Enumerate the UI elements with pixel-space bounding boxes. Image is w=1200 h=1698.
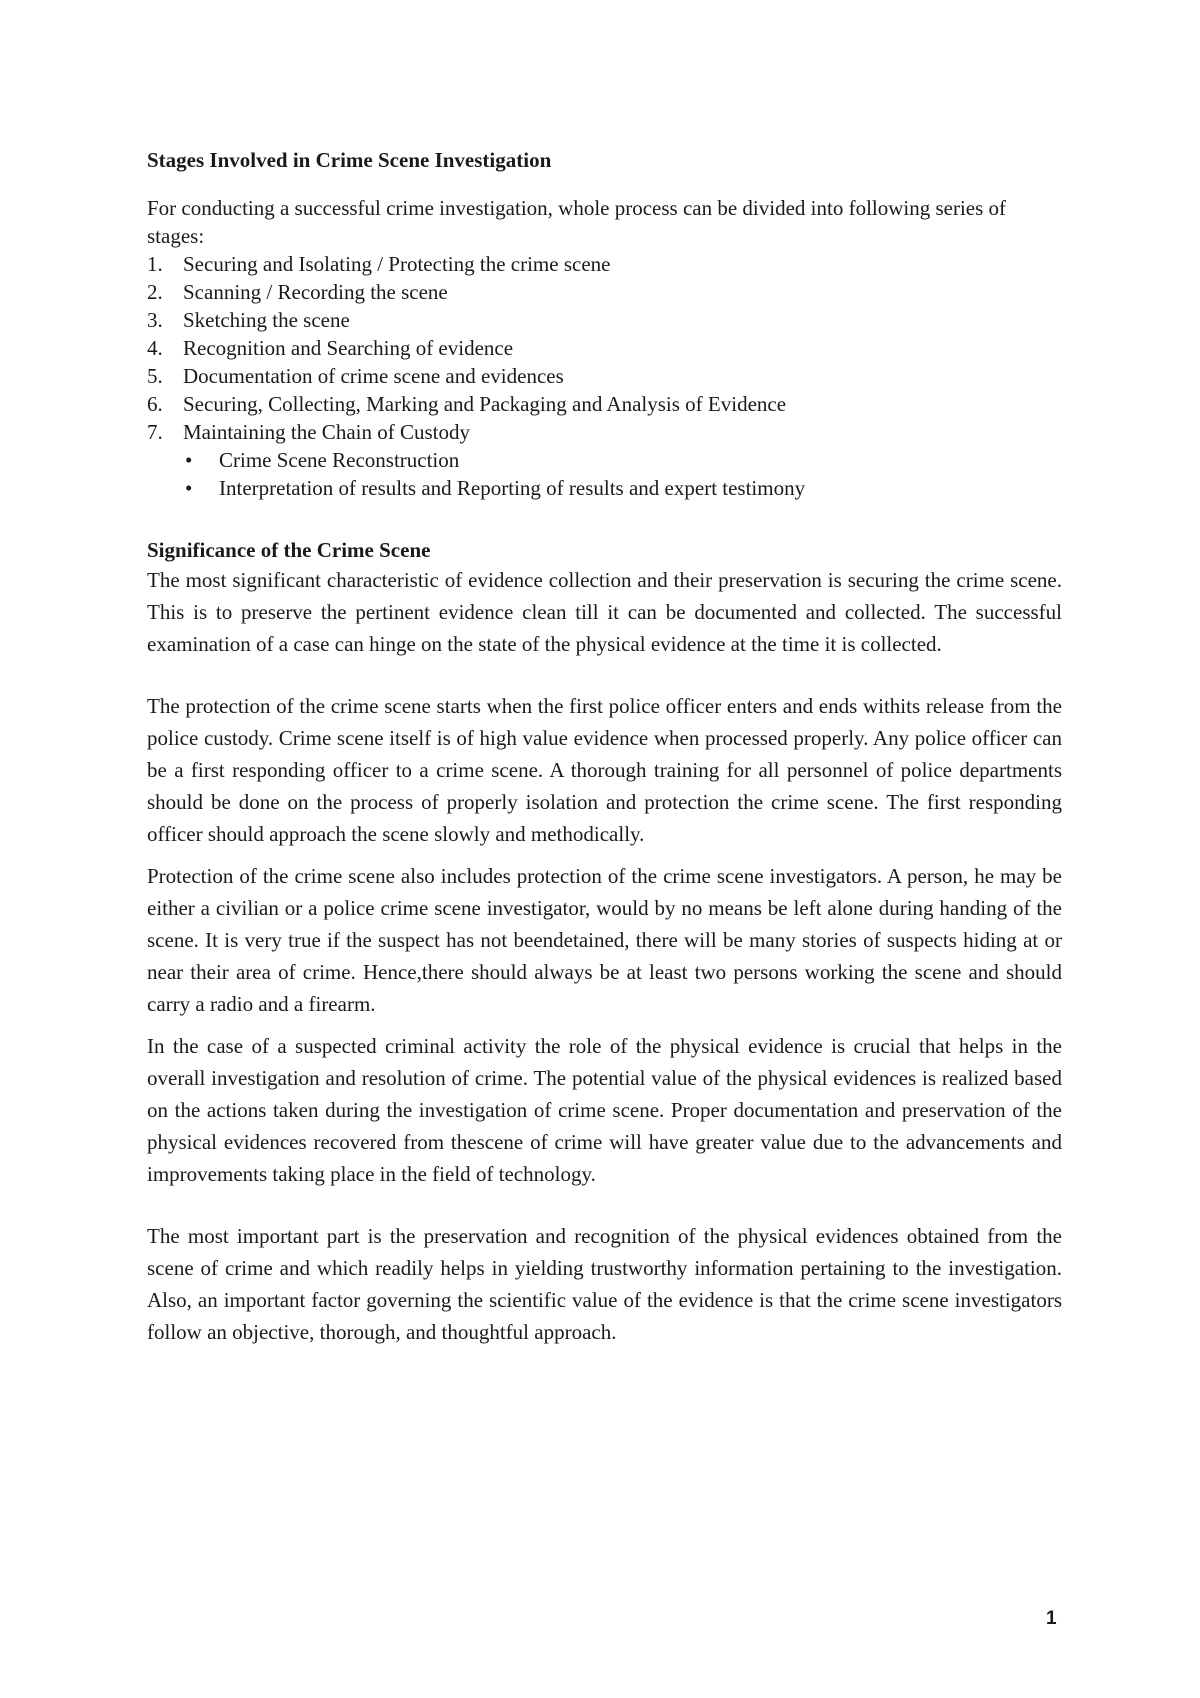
document-body [147,146,1062,1348]
stage-text: Scanning / Recording the scene [183,280,448,304]
stage-number: 6. [147,392,163,416]
stage-sub-list [147,446,1062,502]
paragraph-spacer [147,850,1062,860]
stage-item [147,306,1062,334]
page-number: 1 [1046,1608,1057,1629]
stage-item [147,390,1062,418]
stage-item [147,334,1062,362]
stage-number: 1. [147,252,163,276]
stage-number: 4. [147,336,163,360]
stage-text: Sketching the scene [183,308,350,332]
paragraph-spacer [147,1190,1062,1220]
stage-number: 7. [147,420,163,444]
body-paragraph: Protection of the crime scene also includes protection of the crime scene investigators. A person, he may be either a civilian or a police crime scene investigator, would by no means be left alone during handing of the scene. It is very true if the suspect has not beendetained, there will be many stories of suspects hiding at or near their area of crime. Hence,there should always be at least two persons working the scene and should carry a radio and a firearm. [147,864,1062,1016]
stage-item [147,418,1062,446]
stage-text: Recognition and Searching of evidence [183,336,514,360]
intro-paragraph: For conducting a successful crime investigation, whole process can be divided into following series of stages: [147,196,1007,248]
stage-text: Maintaining the Chain of Custody [183,420,470,444]
stage-number: 3. [147,308,163,332]
bullet-icon: • [185,476,193,500]
stage-item [147,362,1062,390]
sub-item [147,474,1062,502]
section-spacer [147,502,1062,536]
stage-number: 5. [147,364,163,388]
body-paragraph: In the case of a suspected criminal activity the role of the physical evidence is crucial that helps in the overall investigation and resolution of crime. The potential value of the physical evidences is realized based on the actions taken during the investigation of crime scene. Proper documentation and preservation of the physical evidences recovered from thescene of crime will have greater value due to the advancements and improvements taking place in the field of technology. [147,1034,1062,1186]
sub-item [147,446,1062,474]
body-paragraph: The protection of the crime scene starts when the first police officer enters and ends withits release from the police custody. Crime scene itself is of high value evidence when processed properly. Any police officer can be a first responding officer to a crime scene. A thorough training for all personnel of police departments should be done on the process of properly isolation and protection the crime scene. The first responding officer should approach the scene slowly and methodically. [147,694,1062,846]
stage-number: 2. [147,280,163,304]
body-paragraph: The most significant characteristic of evidence collection and their preservation is securing the crime scene. This is to preserve the pertinent evidence clean till it can be documented and collected. The successful examination of a case can hinge on the state of the physical evidence at the time it is collected. [147,568,1062,656]
stage-text: Securing, Collecting, Marking and Packaging and Analysis of Evidence [183,392,787,416]
stage-text: Documentation of crime scene and evidences [183,364,564,388]
sub-item-text: Crime Scene Reconstruction [219,448,460,472]
stage-item [147,250,1062,278]
paragraph-spacer [147,660,1062,690]
sub-item-text: Interpretation of results and Reporting of results and expert testimony [219,476,806,500]
section-heading: Significance of the Crime Scene [147,538,431,562]
stage-text: Securing and Isolating / Protecting the crime scene [183,252,611,276]
body-paragraph: The most important part is the preservation and recognition of the physical evidences obtained from the scene of crime and which readily helps in yielding trustworthy information pertaining to the investigation. Also, an important factor governing the scientific value of the evidence is that the crime scene investigators follow an objective, thorough, and thoughtful approach. [147,1224,1062,1344]
stages-list [147,250,1062,446]
document-title: Stages Involved in Crime Scene Investigation [147,148,552,172]
stage-item [147,278,1062,306]
paragraph-spacer [147,1020,1062,1030]
bullet-icon: • [185,448,193,472]
